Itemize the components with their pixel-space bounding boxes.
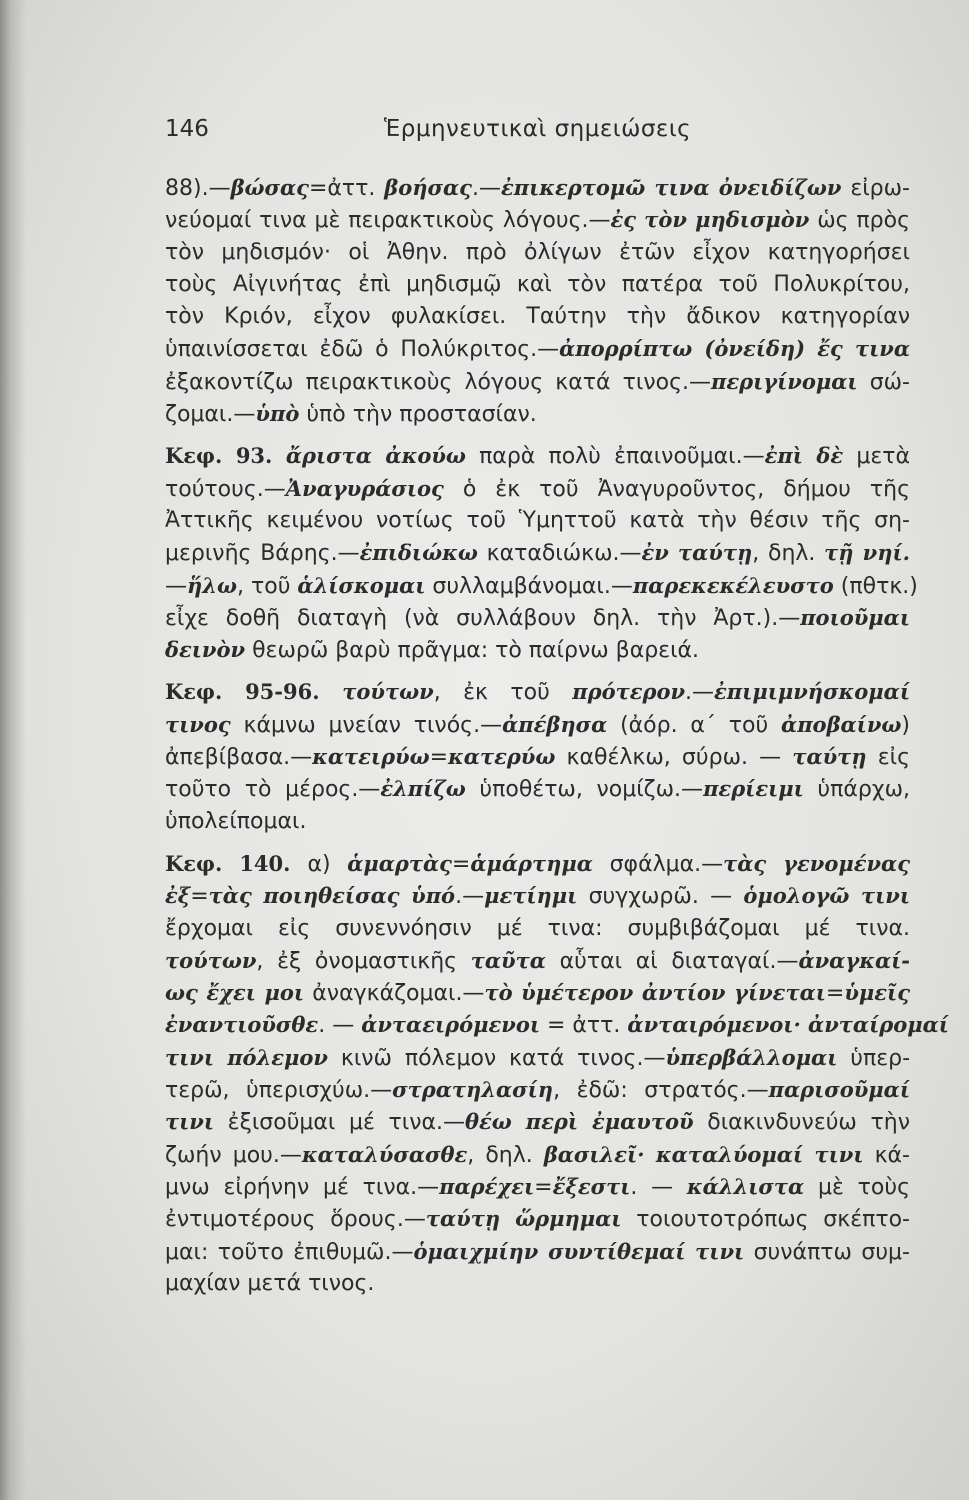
gloss-text: καταδιώκω.—: [477, 541, 642, 567]
gloss-text: θεωρῶ βαρὺ πρᾶγμα: τὸ παίρνω βαρειά.: [245, 638, 700, 664]
headword: ἀποβαίνω: [781, 711, 902, 737]
gloss-text: κινῶ πόλεμον κατά τινος.—: [328, 1045, 666, 1071]
headword: τινι: [165, 1109, 215, 1135]
gloss-text: ἀπεβίβασα.—: [165, 745, 313, 771]
gloss-text: (ἀόρ. α΄ τοῦ: [607, 712, 782, 738]
gloss-text: καθέλκω, σύρω. —: [555, 745, 793, 771]
headword: βασιλεῖ· καταλύομαί τινι: [543, 1141, 864, 1167]
headword: ἐλπίζω: [380, 776, 466, 802]
gloss-text: τὸν μηδισμόν· οἱ Ἀθην. πρὸ ὀλίγων ἐτῶν εἶχον κατηγορήσει: [165, 239, 910, 265]
text-line: [165, 676, 910, 708]
headword: ἔξεστι: [552, 1173, 631, 1199]
headword: ἁλίσκομαι: [297, 572, 426, 598]
headword: τινος: [165, 711, 231, 737]
headword: ὑπερβάλλομαι: [665, 1044, 838, 1070]
text-line: [165, 237, 910, 269]
chapter-ref: Κεφ. 93.: [165, 443, 286, 469]
text-line: [165, 204, 910, 236]
gloss-text: = ἀττ.: [540, 1013, 628, 1039]
headword: Ἀναγυράσιος: [285, 475, 444, 501]
headword: ἐν ταύτῃ: [641, 540, 753, 566]
headword: ως ἔχει μοι: [165, 980, 305, 1006]
gloss-text: . —: [318, 1013, 362, 1039]
text-line: [165, 806, 910, 838]
text-line: [165, 913, 910, 945]
gloss-text: εἶχε δοθῆ διαταγὴ (νὰ συλλάβουν δηλ. τὴν Ἀρτ.).—: [165, 605, 801, 631]
text-line: [165, 945, 910, 977]
headword: τούτων: [165, 947, 257, 973]
headword: ταύτῃ: [792, 744, 867, 770]
text-line: [165, 1042, 910, 1074]
text-line: [165, 269, 910, 301]
headword: τῇ νηί.: [824, 540, 910, 566]
headword: παρέχει: [439, 1173, 535, 1199]
text-line: [165, 366, 910, 398]
gloss-text: κάμνω μνείαν τινός.—: [230, 712, 503, 738]
text-line: [165, 301, 910, 333]
headword: ἁμάρτημα: [470, 850, 593, 876]
headword: τούτων: [342, 679, 434, 705]
gloss-text: 88).—: [165, 176, 231, 201]
gloss-text: μνω εἰρήνην μέ τινα.—: [165, 1174, 440, 1200]
gloss-text: , ἐδῶ: στρατός.—: [553, 1078, 769, 1104]
text-line: [165, 1203, 910, 1235]
gloss-text: ζωήν μου.—: [165, 1142, 302, 1168]
chapter-ref: Κεφ. 95-96.: [165, 679, 343, 705]
headword: ἥλω: [187, 572, 237, 598]
text-line: [165, 440, 910, 472]
headword: ὁμαιχμίην συντίθεμαί τινι: [413, 1238, 745, 1264]
headword: περίειμι: [703, 776, 804, 802]
text-line: [165, 473, 910, 505]
text-line: [165, 172, 910, 204]
gloss-text: ὑπαινίσσεται ἐδῶ ὁ Πολύκριτος.—: [165, 337, 560, 363]
gloss-text: ζομαι.—: [165, 402, 256, 428]
headword: κάλλιστα: [686, 1173, 805, 1199]
gloss-text: ἐντιμοτέρους ὅρους.—: [165, 1207, 426, 1233]
text-line: [165, 505, 910, 537]
gloss-text: νεύομαί τινα μὲ πειρακτικοὺς λόγους.—: [165, 208, 611, 234]
gloss-text: ὑπάρχω,: [803, 777, 910, 803]
headword: ὁμολογῶ τινι: [743, 883, 910, 909]
gloss-text: =: [429, 745, 449, 771]
headword: ἐπὶ δὲ: [764, 443, 844, 469]
gloss-text: =: [534, 1174, 553, 1200]
gloss-text: ὑπὸ τὴν προστασίαν.: [299, 402, 537, 428]
gloss-text: αὗται αἱ διαταγαί.—: [545, 948, 799, 974]
headword: δεινὸν: [165, 637, 246, 663]
headword: ἀπέβησα: [502, 711, 608, 737]
running-title: Ἑρμηνευτικαὶ σημειώσεις: [383, 116, 692, 142]
text-line: [165, 333, 910, 365]
gloss-text: ἐξισοῦμαι μέ τινα.—: [214, 1110, 466, 1136]
headword: τὰς γενομένας: [723, 850, 911, 876]
text-line: [165, 1171, 910, 1203]
gloss-text: ὑπολείπομαι.: [165, 808, 307, 834]
chapter-ref: Κεφ. 140.: [165, 850, 308, 876]
gloss-text: εἰς: [866, 745, 910, 771]
headword: ἐξ: [165, 883, 191, 909]
text-line: [165, 741, 910, 773]
gloss-text: τοῦτο τὸ μέρος.—: [165, 777, 381, 803]
gloss-text: Ἀττικῆς κειμένου νοτίως τοῦ Ὑμηττοῦ κατὰ τὴν θέσιν τῆς ση-: [165, 507, 910, 533]
gloss-text: . —: [630, 1174, 687, 1200]
text-line: [165, 848, 910, 880]
headword: ἐπιδιώκω: [359, 540, 478, 566]
headword: πρότερον: [572, 679, 686, 705]
headword: περιγίνομαι: [710, 368, 858, 394]
paragraph: [165, 676, 910, 837]
gloss-text: κά-: [863, 1142, 910, 1168]
gloss-text: παρὰ πολὺ ἐπαινοῦμαι.—: [465, 444, 765, 470]
gloss-text: ὡς πρὸς: [809, 208, 910, 234]
gloss-text: =: [825, 981, 845, 1007]
headword: ἀναγκαί-: [798, 947, 910, 973]
text-line: [165, 634, 910, 666]
gloss-text: ἐξακοντίζω πειρακτικοὺς λόγους κατά τινος.—: [165, 369, 711, 395]
headword: ἐπιμιμνήσκομαί: [714, 679, 910, 705]
headword: κατερύω: [448, 744, 556, 770]
headword: παρεκεκέλευστο: [632, 572, 834, 598]
text-line: [165, 1009, 949, 1041]
headword: ἀπορρίπτω (ὀνείδη) ἔς τινα: [559, 336, 910, 362]
gloss-text: συνάπτω συμ-: [744, 1239, 910, 1265]
gloss-text: , ἐξ ὀνομαστικῆς: [256, 948, 471, 974]
gloss-text: σφάλμα.—: [592, 851, 724, 877]
headword: ποιοῦμαι: [800, 604, 910, 630]
gloss-text: τοιουτοτρόπως σκέπτο-: [621, 1207, 910, 1233]
paragraph: [165, 440, 918, 666]
text-line: [165, 1236, 910, 1268]
text-line: [165, 398, 910, 430]
text-line: [165, 570, 918, 602]
headword: βώσας: [230, 175, 309, 200]
gloss-text: α): [307, 851, 348, 877]
gloss-text: μερινῆς Βάρης.—: [165, 541, 360, 567]
gloss-text: , δηλ.: [467, 1142, 544, 1168]
gloss-text: ὑπερ-: [837, 1045, 911, 1071]
headword: ταῦτα: [470, 947, 546, 973]
headword: ἐς τὸν μηδισμὸν: [610, 207, 810, 233]
gloss-text: συγχωρῶ. —: [577, 884, 744, 910]
gloss-text: (πθτκ.): [833, 573, 918, 599]
gloss-text: ὑποθέτω, νομίζω.—: [465, 777, 704, 803]
text-line: [165, 709, 910, 741]
headword: μετίημι: [484, 883, 578, 909]
headword: ὑμεῖς: [844, 980, 910, 1006]
gloss-text: τούτους.—: [165, 476, 286, 502]
text-line: [165, 773, 910, 805]
gloss-text: συλλαμβάνομαι.—: [425, 573, 633, 599]
headword: ἐναντιοῦσθε: [165, 1012, 319, 1038]
gloss-text: =: [190, 884, 209, 910]
headword: βοήσας: [384, 175, 472, 200]
gloss-text: ἔρχομαι εἰς συνεννόησιν μέ τινα: συμβιβάζομαι μέ τινα.: [165, 915, 910, 941]
gloss-text: τερῶ, ὑπερισχύω.—: [165, 1078, 393, 1104]
headword: στρατηλασίη: [392, 1077, 554, 1103]
headword: ἀνταιρόμενοι· ἀνταίρομαί: [627, 1012, 949, 1038]
text-line: [165, 1268, 910, 1300]
headword: ἐπικερτομῶ τινα ὀνειδίζων: [500, 175, 842, 200]
gloss-text: μαχίαν μετά τινος.: [165, 1270, 375, 1296]
headword: ταύτῃ ὥρμημαι: [425, 1206, 622, 1232]
headword: ἁμαρτὰς: [347, 850, 452, 876]
gloss-text: μετὰ: [843, 444, 910, 470]
gloss-text: —: [165, 573, 187, 599]
gloss-text: , δηλ.: [752, 541, 825, 567]
text-line: [165, 880, 910, 912]
headword: παρισοῦμαί: [768, 1077, 910, 1103]
page-edge-shadow: [0, 0, 26, 1500]
text-line: [165, 977, 910, 1009]
gloss-text: ὁ ἐκ τοῦ Ἀναγυροῦντος, δήμου τῆς: [443, 476, 910, 502]
gloss-text: μαι: τοῦτο ἐπιθυμῶ.—: [165, 1239, 414, 1265]
gloss-text: εἰρω-: [841, 176, 910, 201]
gloss-text: =: [451, 851, 471, 877]
headword: τινι πόλεμον: [165, 1044, 329, 1070]
gloss-text: σώ-: [857, 369, 910, 395]
gloss-text: .—: [471, 176, 501, 201]
gloss-text: , τοῦ: [237, 573, 298, 599]
text-line: [165, 1106, 910, 1138]
paragraph: [165, 848, 949, 1300]
text-line: [165, 1074, 910, 1106]
gloss-text: =ἀττ.: [308, 176, 385, 201]
gloss-text: ): [901, 712, 910, 738]
gloss-text: διακινδυνεύω τὴν: [693, 1110, 910, 1136]
headword: θέω περὶ ἐμαυτοῦ: [465, 1109, 694, 1135]
page-body: [165, 172, 949, 1310]
headword: ὑπὸ: [255, 401, 300, 427]
headword: καταλύσασθε: [301, 1141, 468, 1167]
headword: τὰς ποιηθείσας ὑπό: [208, 883, 456, 909]
gloss-text: .—: [455, 884, 485, 910]
headword: κατειρύω: [312, 744, 430, 770]
headword: ἀνταειρόμενοι: [361, 1012, 540, 1038]
gloss-text: μὲ τοὺς: [804, 1174, 910, 1200]
gloss-text: , ἐκ τοῦ: [433, 680, 573, 706]
page-number: 146: [165, 116, 209, 142]
text-line: [165, 537, 910, 569]
gloss-text: τοὺς Αἰγινήτας ἐπὶ μηδισμῷ καὶ τὸν πατέρα τοῦ Πολυκρίτου,: [165, 271, 910, 297]
gloss-text: ἀναγκάζομαι.—: [304, 981, 485, 1007]
text-line: [165, 602, 910, 634]
running-header: [165, 116, 910, 150]
gloss-text: τὸν Κριόν, εἶχον φυλακίσει. Ταύτην τὴν ἄδικον κατηγορίαν: [165, 304, 910, 330]
paragraph: [165, 172, 910, 430]
headword: τὸ ὑμέτερον ἀντίον γίνεται: [484, 980, 826, 1006]
text-line: [165, 1139, 910, 1171]
gloss-text: .—: [685, 680, 715, 706]
headword: ἄριστα ἀκούω: [285, 443, 466, 469]
